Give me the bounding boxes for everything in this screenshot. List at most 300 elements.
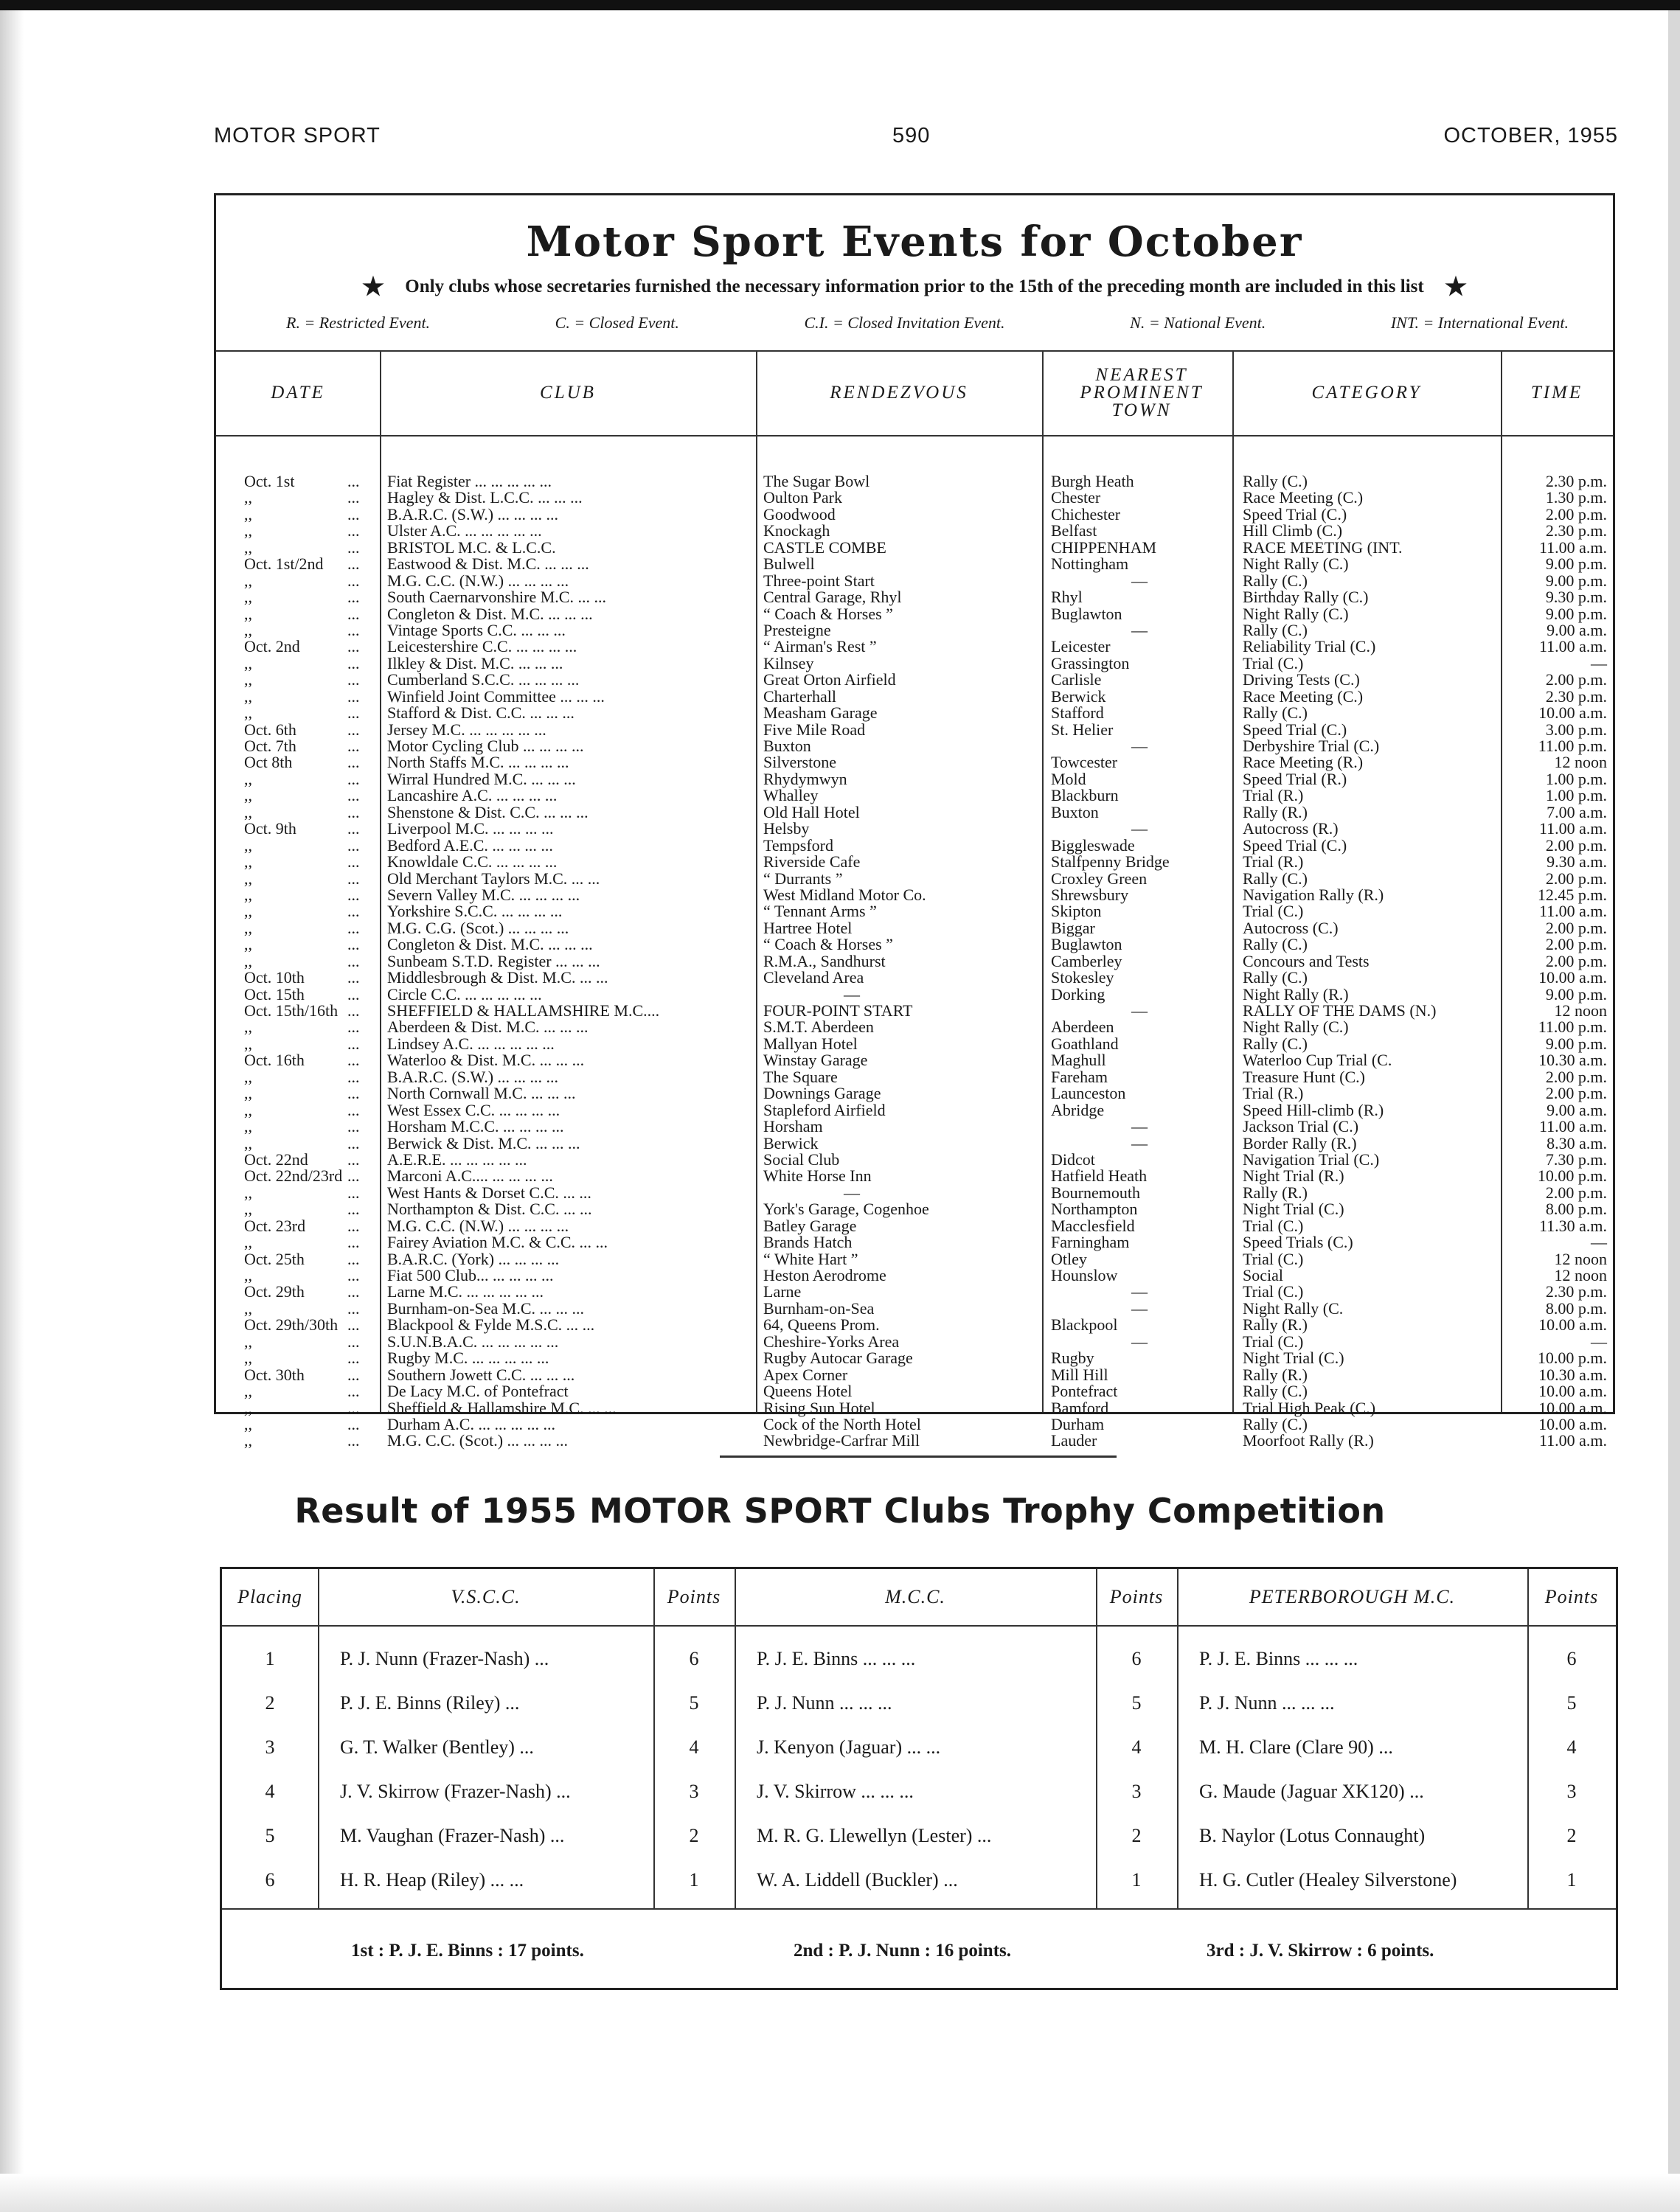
event-town: Otley xyxy=(1051,1249,1087,1268)
event-date: Oct. 1st xyxy=(244,472,295,490)
event-rendezvous: Queens Hotel xyxy=(763,1382,853,1401)
result-mcc-points: 1 xyxy=(1131,1869,1142,1891)
event-date: ,, xyxy=(244,1117,252,1136)
event-date: ,, xyxy=(244,1332,252,1351)
event-date: ,, xyxy=(244,1349,252,1368)
event-town: Stalfpenny Bridge xyxy=(1051,852,1170,872)
dot-leader: ... xyxy=(347,1133,360,1152)
events-table-body xyxy=(216,473,1613,1450)
event-rendezvous: Central Garage, Rhyl xyxy=(763,588,902,607)
events-panel xyxy=(214,193,1615,1450)
table-rule xyxy=(222,1908,1616,1910)
event-date: ,, xyxy=(244,703,252,723)
event-club: M.G. C.C. (Scot.) ... ... ... ... xyxy=(387,1431,569,1450)
dot-leader: ... xyxy=(347,1249,360,1268)
event-club: M.G. C.C. (N.W.) ... ... ... ... xyxy=(387,1216,569,1235)
event-date: ,, xyxy=(244,1266,252,1284)
dot-leader: ... xyxy=(347,472,360,490)
event-date: Oct. 2nd xyxy=(244,637,300,656)
event-club: Middlesbrough & Dist. M.C. ... ... xyxy=(387,968,608,987)
event-town: Nottingham xyxy=(1051,554,1129,574)
dot-leader: ... xyxy=(347,686,360,706)
event-category: Speed Trial (R.) xyxy=(1243,769,1347,788)
column-header-peterborough: PETERBOROUGH M.C. xyxy=(1249,1586,1456,1607)
event-date: ,, xyxy=(244,1233,252,1252)
event-category: Trial (R.) xyxy=(1243,786,1304,805)
table-row xyxy=(216,984,1613,1004)
event-rendezvous: Three-point Start xyxy=(763,571,875,590)
event-time: 2.30 p.m. xyxy=(1545,686,1607,706)
dot-leader: ... xyxy=(347,637,360,656)
event-town: Biggar xyxy=(1051,918,1095,937)
event-category: Rally (C.) xyxy=(1243,869,1308,888)
column-header-category: CATEGORY xyxy=(1311,382,1422,403)
event-category: Night Rally (C.) xyxy=(1243,604,1349,623)
event-town: Berwick xyxy=(1051,686,1106,706)
event-time: 2.00 p.m. xyxy=(1545,935,1607,954)
event-club: Ulster A.C. ... ... ... ... ... xyxy=(387,521,542,540)
dot-leader: ... xyxy=(347,1150,360,1169)
event-time: 1.00 p.m. xyxy=(1545,769,1607,788)
dot-leader: ... xyxy=(347,1200,360,1219)
event-town: — xyxy=(1131,620,1148,639)
event-town: Shrewsbury xyxy=(1051,885,1129,904)
dot-leader: ... xyxy=(347,885,360,904)
table-row xyxy=(216,1367,1613,1383)
result-mcc-points: 2 xyxy=(1131,1825,1142,1846)
event-club: B.A.R.C. (York) ... ... ... ... xyxy=(387,1249,560,1268)
scan-top-edge xyxy=(0,0,1680,10)
event-time: 9.00 p.m. xyxy=(1545,604,1607,623)
event-club: Cumberland S.C.C. ... ... ... ... xyxy=(387,670,580,689)
result-peterborough-points: 6 xyxy=(1566,1648,1577,1669)
event-town: Skipton xyxy=(1051,902,1102,921)
event-category: Jackson Trial (C.) xyxy=(1243,1117,1359,1136)
event-category: Race Meeting (R.) xyxy=(1243,753,1364,772)
event-club: Marconi A.C.... ... ... ... ... xyxy=(387,1166,553,1186)
result-peterborough-entrant: P. J. Nunn ... ... ... xyxy=(1199,1692,1335,1714)
table-row xyxy=(216,705,1613,721)
event-category: RALLY OF THE DAMS (N.) xyxy=(1243,1001,1437,1020)
event-category: Social xyxy=(1243,1266,1283,1284)
event-category: Rally (C.) xyxy=(1243,1034,1308,1053)
event-rendezvous: Horsham xyxy=(763,1117,823,1136)
result-placing: 4 xyxy=(265,1781,275,1802)
event-time: — xyxy=(1591,1233,1607,1252)
event-town: Leicester xyxy=(1051,637,1111,656)
result-peterborough-points: 4 xyxy=(1566,1736,1577,1758)
event-club: Knowldale C.C. ... ... ... ... xyxy=(387,852,558,872)
dot-leader: ... xyxy=(347,538,360,557)
event-date: ,, xyxy=(244,620,252,639)
result-peterborough-points: 2 xyxy=(1566,1825,1577,1846)
table-row xyxy=(216,589,1613,605)
dot-leader: ... xyxy=(347,1117,360,1136)
event-town: Launceston xyxy=(1051,1084,1126,1103)
event-category: Rally (C.) xyxy=(1243,620,1308,639)
event-category: Treasure Hunt (C.) xyxy=(1243,1067,1365,1086)
dot-leader: ... xyxy=(347,1018,360,1037)
event-town: Buglawton xyxy=(1051,604,1122,623)
event-category: Night Rally (C. xyxy=(1243,1298,1344,1318)
dot-leader: ... xyxy=(347,521,360,540)
event-rendezvous: R.M.A., Sandhurst xyxy=(763,951,886,970)
event-time: 2.00 p.m. xyxy=(1545,835,1607,855)
event-category: Birthday Rally (C.) xyxy=(1243,588,1369,607)
event-rendezvous: Great Orton Airfield xyxy=(763,670,896,689)
legend-closed: C. = Closed Event. xyxy=(555,313,679,332)
event-club: Sheffield & Hallamshire M.C. ... ... xyxy=(387,1398,617,1417)
table-row xyxy=(216,835,1613,855)
table-row xyxy=(216,920,1613,936)
event-date: Oct. 6th xyxy=(244,720,296,739)
event-date: Oct. 25th xyxy=(244,1249,305,1268)
event-town: St. Helier xyxy=(1051,720,1114,739)
event-date: Oct. 22nd xyxy=(244,1150,308,1169)
table-row xyxy=(216,1069,1613,1085)
event-rendezvous: “ Coach & Horses ” xyxy=(763,935,893,954)
event-date: Oct. 29th xyxy=(244,1282,305,1301)
event-date: ,, xyxy=(244,1067,252,1086)
event-club: Leicestershire C.C. ... ... ... ... xyxy=(387,637,577,656)
event-date: Oct. 15th/16th xyxy=(244,1001,339,1020)
table-row xyxy=(216,804,1613,821)
event-town: Aberdeen xyxy=(1051,1018,1114,1037)
dot-leader: ... xyxy=(347,769,360,788)
event-rendezvous: Berwick xyxy=(763,1133,819,1152)
event-date: ,, xyxy=(244,769,252,788)
event-rendezvous: Mallyan Hotel xyxy=(763,1034,858,1053)
dot-leader: ... xyxy=(347,902,360,921)
column-header-points: Points xyxy=(667,1586,721,1607)
result-peterborough-entrant: H. G. Cutler (Healey Silverstone) xyxy=(1199,1869,1457,1891)
event-category: Night Trial (C.) xyxy=(1243,1200,1344,1219)
event-time: 10.00 a.m. xyxy=(1538,703,1607,723)
event-category: Rally (R.) xyxy=(1243,1315,1308,1335)
event-category: Concours and Tests xyxy=(1243,951,1370,970)
event-club: Yorkshire S.C.C. ... ... ... ... xyxy=(387,902,563,921)
event-rendezvous: Brands Hatch xyxy=(763,1233,853,1252)
event-time: 9.00 a.m. xyxy=(1547,1100,1607,1119)
event-category: Rally (C.) xyxy=(1243,968,1308,987)
result-mcc-entrant: J. Kenyon (Jaguar) ... ... xyxy=(757,1736,941,1758)
results-title: Result of 1955 MOTOR SPORT Clubs Trophy Competition xyxy=(294,1491,1386,1531)
event-date: ,, xyxy=(244,1382,252,1401)
event-time: 2.00 p.m. xyxy=(1545,670,1607,689)
result-peterborough-entrant: B. Naylor (Lotus Connaught) xyxy=(1199,1825,1426,1846)
event-date: ,, xyxy=(244,918,252,937)
table-row xyxy=(216,1102,1613,1119)
event-category: Speed Trial (C.) xyxy=(1243,504,1347,524)
event-date: ,, xyxy=(244,670,252,689)
result-peterborough-points: 3 xyxy=(1566,1781,1577,1802)
scan-binding-shadow xyxy=(0,10,24,2212)
event-category: Night Trial (C.) xyxy=(1243,1349,1344,1368)
event-category: Rally (C.) xyxy=(1243,472,1308,490)
event-date: ,, xyxy=(244,686,252,706)
dot-leader: ... xyxy=(347,1233,360,1252)
event-club: West Hants & Dorset C.C. ... ... xyxy=(387,1183,591,1202)
event-time: 11.00 a.m. xyxy=(1538,1431,1607,1450)
dot-leader: ... xyxy=(347,620,360,639)
event-club: M.G. C.C. (N.W.) ... ... ... ... xyxy=(387,571,569,590)
event-type-legend xyxy=(286,313,1569,333)
event-category: Trial (C.) xyxy=(1243,1249,1304,1268)
event-town: — xyxy=(1131,819,1148,838)
result-mcc-entrant: M. R. G. Llewellyn (Lester) ... xyxy=(757,1825,992,1846)
table-row xyxy=(216,722,1613,738)
event-club: Congleton & Dist. M.C. ... ... ... xyxy=(387,604,593,623)
event-category: Trial (R.) xyxy=(1243,852,1304,872)
dot-leader: ... xyxy=(347,1216,360,1235)
result-vscc-entrant: G. T. Walker (Bentley) ... xyxy=(340,1736,534,1758)
event-category: Rally (C.) xyxy=(1243,1414,1308,1433)
event-town: Fareham xyxy=(1051,1067,1108,1086)
result-placing: 1 xyxy=(265,1648,275,1669)
event-rendezvous: FOUR-POINT START xyxy=(763,1001,913,1020)
event-club: Lancashire A.C. ... ... ... ... xyxy=(387,786,558,805)
event-rendezvous: Charterhall xyxy=(763,686,836,706)
event-category: Trial (C.) xyxy=(1243,1216,1304,1235)
event-category: Night Rally (C.) xyxy=(1243,1018,1349,1037)
event-rendezvous: “ Durrants ” xyxy=(763,869,843,888)
column-header-town: NEAREST PROMINENT TOWN xyxy=(1080,364,1204,420)
results-table xyxy=(220,1567,1618,1990)
event-category: Speed Trial (C.) xyxy=(1243,720,1347,739)
column-header-placing: Placing xyxy=(237,1586,302,1607)
event-time: 2.00 p.m. xyxy=(1545,504,1607,524)
event-category: Rally (R.) xyxy=(1243,1365,1308,1384)
event-club: Burnham-on-Sea M.C. ... ... ... xyxy=(387,1298,585,1318)
event-time: 8.00 p.m. xyxy=(1545,1200,1607,1219)
dot-leader: ... xyxy=(347,1084,360,1103)
event-time: 7.00 a.m. xyxy=(1547,802,1607,821)
event-club: Larne M.C. ... ... ... ... ... xyxy=(387,1282,544,1301)
table-row xyxy=(216,1152,1613,1168)
scan-right-edge xyxy=(1668,10,1680,2212)
event-rendezvous: Cleveland Area xyxy=(763,968,864,987)
event-rendezvous: Larne xyxy=(763,1282,802,1301)
column-header-mcc: M.C.C. xyxy=(885,1586,945,1607)
event-town: Didcot xyxy=(1051,1150,1095,1169)
event-town: — xyxy=(1131,571,1148,590)
event-club: Stafford & Dist. C.C. ... ... ... xyxy=(387,703,575,723)
event-club: Lindsey A.C. ... ... ... ... ... xyxy=(387,1034,555,1053)
table-row xyxy=(216,771,1613,787)
event-time: 2.00 p.m. xyxy=(1545,951,1607,970)
event-category: Autocross (C.) xyxy=(1243,918,1339,937)
event-town: Rugby xyxy=(1051,1349,1094,1368)
legend-national: N. = National Event. xyxy=(1130,313,1266,332)
event-town: Stokesley xyxy=(1051,968,1114,987)
result-vscc-points: 1 xyxy=(689,1869,699,1891)
event-town: Lauder xyxy=(1051,1431,1097,1450)
event-time: 2.30 p.m. xyxy=(1545,521,1607,540)
table-row xyxy=(216,903,1613,919)
legend-closed-invitation: C.I. = Closed Invitation Event. xyxy=(804,313,1005,332)
dot-leader: ... xyxy=(347,819,360,838)
event-club: De Lacy M.C. of Pontefract xyxy=(387,1382,569,1401)
dot-leader: ... xyxy=(347,918,360,937)
event-club: Bedford A.E.C. ... ... ... ... xyxy=(387,835,553,855)
table-row xyxy=(216,523,1613,539)
event-time: 12 noon xyxy=(1554,1001,1607,1020)
dot-leader: ... xyxy=(347,488,360,507)
event-date: ,, xyxy=(244,869,252,888)
event-rendezvous: Five Mile Road xyxy=(763,720,866,739)
event-time: 10.00 a.m. xyxy=(1538,968,1607,987)
event-time: — xyxy=(1591,653,1607,672)
event-rendezvous: 64, Queens Prom. xyxy=(763,1315,880,1335)
event-rendezvous: Presteigne xyxy=(763,620,831,639)
column-header-points: Points xyxy=(1544,1586,1599,1607)
event-club: Winfield Joint Committee ... ... ... xyxy=(387,686,605,706)
event-category: Trial High Peak (C.) xyxy=(1243,1398,1376,1417)
event-time: 11.00 a.m. xyxy=(1538,538,1607,557)
event-town: — xyxy=(1131,1133,1148,1152)
table-row xyxy=(216,1234,1613,1251)
event-time: 2.00 p.m. xyxy=(1545,869,1607,888)
star-icon: ★ xyxy=(361,274,385,301)
event-rendezvous: Helsby xyxy=(763,819,810,838)
event-time: — xyxy=(1591,1332,1607,1351)
table-row xyxy=(216,1218,1613,1234)
event-town: Burgh Heath xyxy=(1051,472,1134,490)
table-row xyxy=(216,490,1613,506)
table-row xyxy=(216,1185,1613,1201)
column-header-vscc: V.S.C.C. xyxy=(451,1586,521,1607)
event-date: ,, xyxy=(244,1018,252,1037)
table-row xyxy=(216,970,1613,986)
event-club: Fiat 500 Club... ... ... ... ... xyxy=(387,1266,554,1284)
dot-leader: ... xyxy=(347,653,360,672)
table-row xyxy=(216,754,1613,771)
event-rendezvous: “ White Hart ” xyxy=(763,1249,858,1268)
event-date: ,, xyxy=(244,885,252,904)
table-row xyxy=(216,1400,1613,1416)
dot-leader: ... xyxy=(347,1349,360,1368)
result-mcc-entrant: P. J. Nunn ... ... ... xyxy=(757,1692,892,1714)
dot-leader: ... xyxy=(347,604,360,623)
dot-leader: ... xyxy=(347,1166,360,1186)
table-row xyxy=(216,1119,1613,1135)
event-time: 2.00 p.m. xyxy=(1545,1067,1607,1086)
event-town: Goathland xyxy=(1051,1034,1119,1053)
event-time: 9.30 p.m. xyxy=(1545,588,1607,607)
result-peterborough-entrant: P. J. E. Binns ... ... ... xyxy=(1199,1648,1358,1669)
event-club: Fairey Aviation M.C. & C.C. ... ... xyxy=(387,1233,608,1252)
event-time: 12 noon xyxy=(1554,753,1607,772)
event-town: — xyxy=(1131,1282,1148,1301)
table-rule xyxy=(222,1625,1616,1627)
table-row xyxy=(216,504,1613,524)
event-date: ,, xyxy=(244,902,252,921)
dot-leader: ... xyxy=(347,670,360,689)
dot-leader: ... xyxy=(347,1365,360,1384)
event-time: 8.30 a.m. xyxy=(1547,1133,1607,1152)
event-rendezvous: Winstay Garage xyxy=(763,1051,868,1070)
result-vscc-entrant: P. J. E. Binns (Riley) ... xyxy=(340,1692,520,1714)
table-row xyxy=(216,1433,1613,1449)
event-rendezvous: Whalley xyxy=(763,786,819,805)
result-placing: 6 xyxy=(265,1869,275,1891)
event-date: Oct. 23rd xyxy=(244,1216,306,1235)
event-rendezvous: Knockagh xyxy=(763,521,830,540)
event-rendezvous: — xyxy=(844,984,860,1004)
dot-leader: ... xyxy=(347,1298,360,1318)
event-rendezvous: Downings Garage xyxy=(763,1084,881,1103)
event-club: Hagley & Dist. L.C.C. ... ... ... xyxy=(387,488,583,507)
event-date: ,, xyxy=(244,786,252,805)
table-row xyxy=(216,854,1613,870)
dot-leader: ... xyxy=(347,504,360,524)
event-rendezvous: Cock of the North Hotel xyxy=(763,1414,921,1433)
event-club: B.A.R.C. (S.W.) ... ... ... ... xyxy=(387,1067,559,1086)
dot-leader: ... xyxy=(347,802,360,821)
dot-leader: ... xyxy=(347,1067,360,1086)
summary-second: 2nd : P. J. Nunn : 16 points. xyxy=(794,1941,1012,1961)
result-vscc-entrant: M. Vaughan (Frazer-Nash) ... xyxy=(340,1825,565,1846)
table-row xyxy=(216,1085,1613,1102)
event-time: 12 noon xyxy=(1554,1266,1607,1284)
table-row xyxy=(216,686,1613,706)
column-header-time: TIME xyxy=(1530,382,1583,403)
event-time: 1.30 p.m. xyxy=(1545,488,1607,507)
event-time: 9.00 p.m. xyxy=(1545,554,1607,574)
event-category: Speed Trial (C.) xyxy=(1243,835,1347,855)
event-category: Waterloo Cup Trial (C. xyxy=(1243,1051,1392,1070)
result-vscc-points: 5 xyxy=(689,1692,699,1714)
dot-leader: ... xyxy=(347,852,360,872)
event-town: Buxton xyxy=(1051,802,1099,821)
event-date: ,, xyxy=(244,1431,252,1450)
event-time: 10.00 a.m. xyxy=(1538,1315,1607,1335)
event-time: 11.30 a.m. xyxy=(1538,1216,1607,1235)
event-club: North Staffs M.C. ... ... ... ... xyxy=(387,753,569,772)
event-rendezvous: Rising Sun Hotel xyxy=(763,1398,875,1417)
event-town: Hounslow xyxy=(1051,1266,1118,1284)
event-category: Derbyshire Trial (C.) xyxy=(1243,737,1380,755)
event-date: ,, xyxy=(244,504,252,524)
dot-leader: ... xyxy=(347,1034,360,1053)
event-club: Severn Valley M.C. ... ... ... ... xyxy=(387,885,580,904)
event-club: SHEFFIELD & HALLAMSHIRE M.C.... xyxy=(387,1001,660,1020)
event-time: 8.00 p.m. xyxy=(1545,1298,1607,1318)
table-row xyxy=(216,1003,1613,1019)
event-date: ,, xyxy=(244,538,252,557)
event-time: 9.00 p.m. xyxy=(1545,984,1607,1004)
event-rendezvous: Apex Corner xyxy=(763,1365,848,1384)
event-time: 2.00 p.m. xyxy=(1545,918,1607,937)
event-rendezvous: Bulwell xyxy=(763,554,815,574)
result-peterborough-entrant: G. Maude (Jaguar XK120) ... xyxy=(1199,1781,1424,1802)
event-town: Bamford xyxy=(1051,1398,1109,1417)
event-rendezvous: Hartree Hotel xyxy=(763,918,853,937)
table-row xyxy=(216,871,1613,887)
result-mcc-points: 3 xyxy=(1131,1781,1142,1802)
event-date: ,, xyxy=(244,521,252,540)
event-town: Carlisle xyxy=(1051,670,1102,689)
event-category: Race Meeting (C.) xyxy=(1243,686,1364,706)
event-rendezvous: “ Airman's Rest ” xyxy=(763,637,877,656)
result-vscc-entrant: H. R. Heap (Riley) ... ... xyxy=(340,1869,524,1891)
event-rendezvous: CASTLE COMBE xyxy=(763,538,886,557)
dot-leader: ... xyxy=(347,737,360,755)
event-town: Croxley Green xyxy=(1051,869,1148,888)
event-rendezvous: Stapleford Airfield xyxy=(763,1100,886,1119)
table-row xyxy=(216,540,1613,556)
event-date: Oct. 29th/30th xyxy=(244,1315,339,1335)
